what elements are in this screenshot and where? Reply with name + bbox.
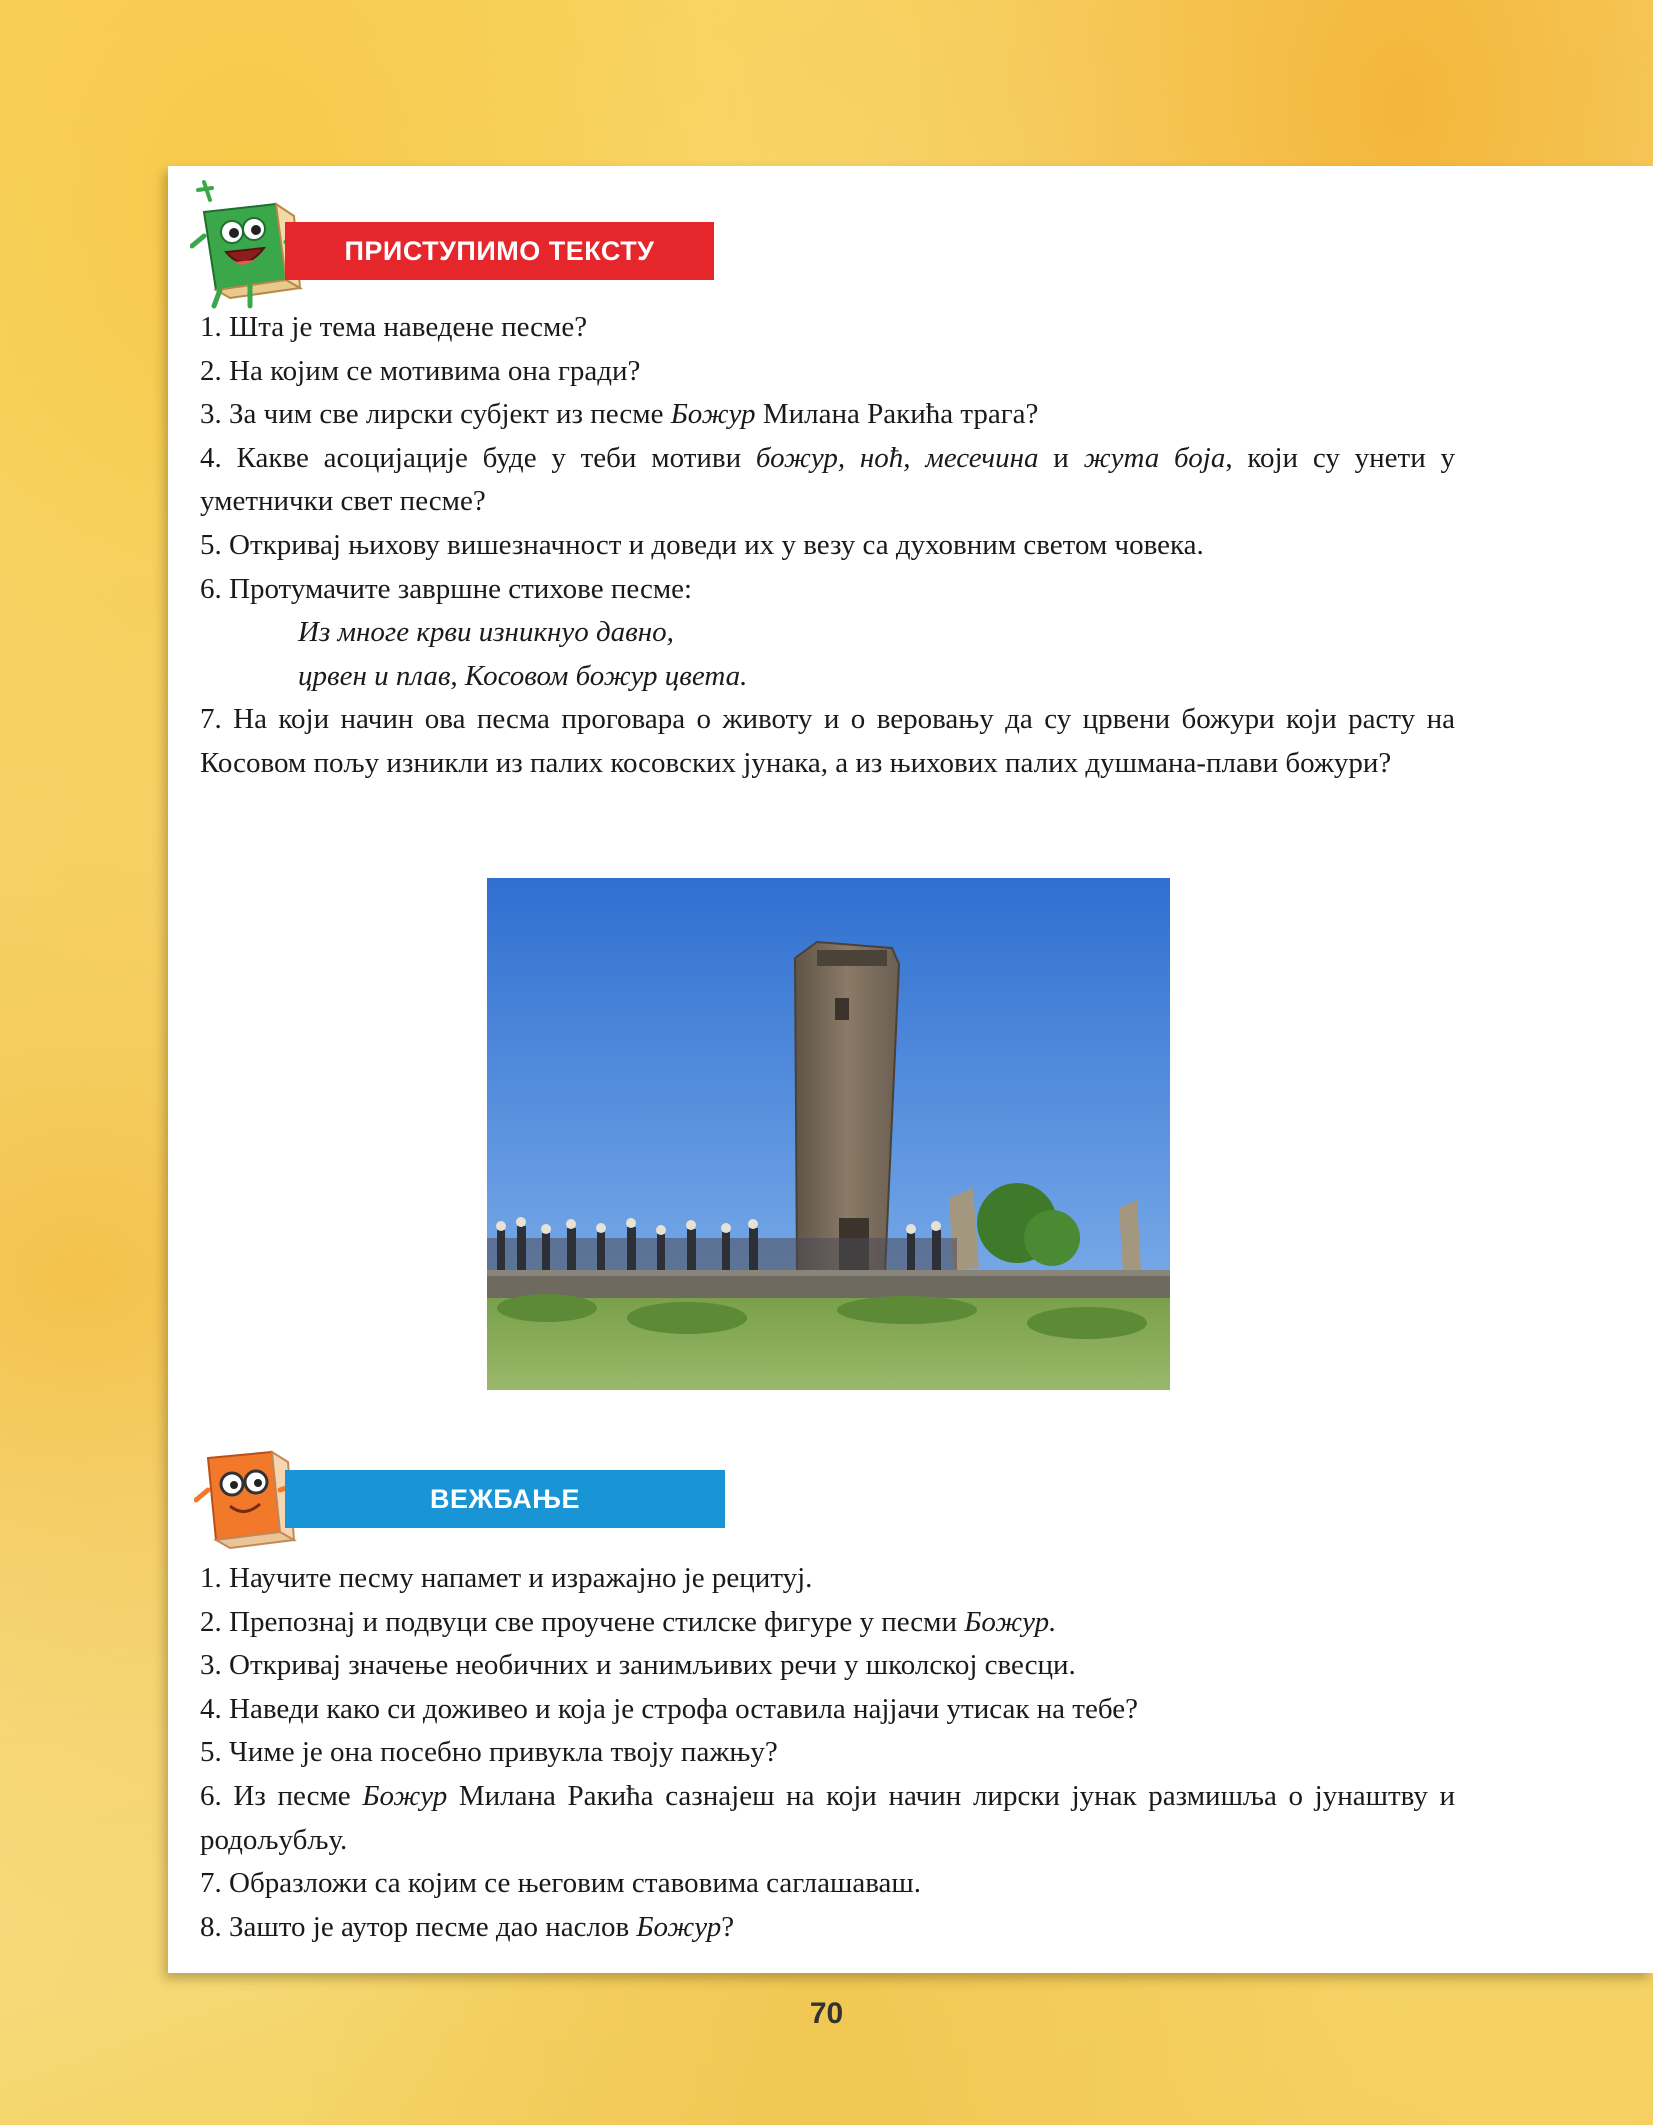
verse-line-1: Из многе крви изникнуо давно, (298, 616, 674, 649)
question-6: 6. Протумачите завршне стихове песме: (200, 572, 693, 605)
exercise-6: 6. Из песме Божур Милана Ракића сазнајеш на који начин лирски јунак размишља о јунаштву и родољубљу. (200, 1779, 1456, 1856)
question-7: 7. На који начин ова песма проговара о животу и о веровању да су црвени божури који расту на Косовом пољу изникли из палих косовских јунака, а из њихових палих душмана-плави божури? (200, 703, 1455, 779)
exercise-8: 8. Зашто је аутор песме дао наслов Божур? (200, 1910, 735, 1943)
exercise-7: 7. Образложи са којим се његовим ставовима саглашаваш. (200, 1867, 921, 1900)
monument-photo (487, 878, 1170, 1390)
question-5: 5. Откривај њихову вишезначност и доведи их у везу са духовним светом човека. (200, 528, 1204, 561)
verse-line-2: црвен и плав, Косовом божур цвета. (298, 659, 748, 692)
question-4: 4. Какве асоцијације буде у теби мотиви божур, ноћ, месечина и жута боја, који су унети у уметнички свет песме? (200, 441, 1455, 518)
exercise-5: 5. Чиме је она посебно привукла твоју пажњу? (200, 1736, 778, 1769)
question-3: 3. За чим све лирски субјект из песме Божур Милана Ракића трага? (200, 398, 1039, 431)
question-2: 2. На којим се мотивима она гради? (200, 354, 641, 387)
exercise-4: 4. Наведи како си доживео и која је строфа оставила најјачи утисак на тебе? (200, 1692, 1138, 1725)
exercises-block (200, 1557, 1455, 1949)
exercise-title-banner: ВЕЖБАЊЕ (285, 1470, 725, 1528)
exercise-2: 2. Препознај и подвуци све проучене стилске фигуре у песми Божур. (200, 1605, 1057, 1638)
exercise-1: 1. Научите песму напамет и изражајно је рецитуј. (200, 1562, 813, 1594)
section-title-banner: ПРИСТУПИМО ТЕКСТУ (285, 222, 714, 280)
page-number: 70 (809, 1997, 844, 2030)
questions-block (200, 306, 1455, 786)
exercise-3: 3. Откривај значење необичних и занимљивих речи у школској свесци. (200, 1649, 1076, 1682)
question-1: 1. Шта је тема наведене песме? (200, 311, 588, 343)
